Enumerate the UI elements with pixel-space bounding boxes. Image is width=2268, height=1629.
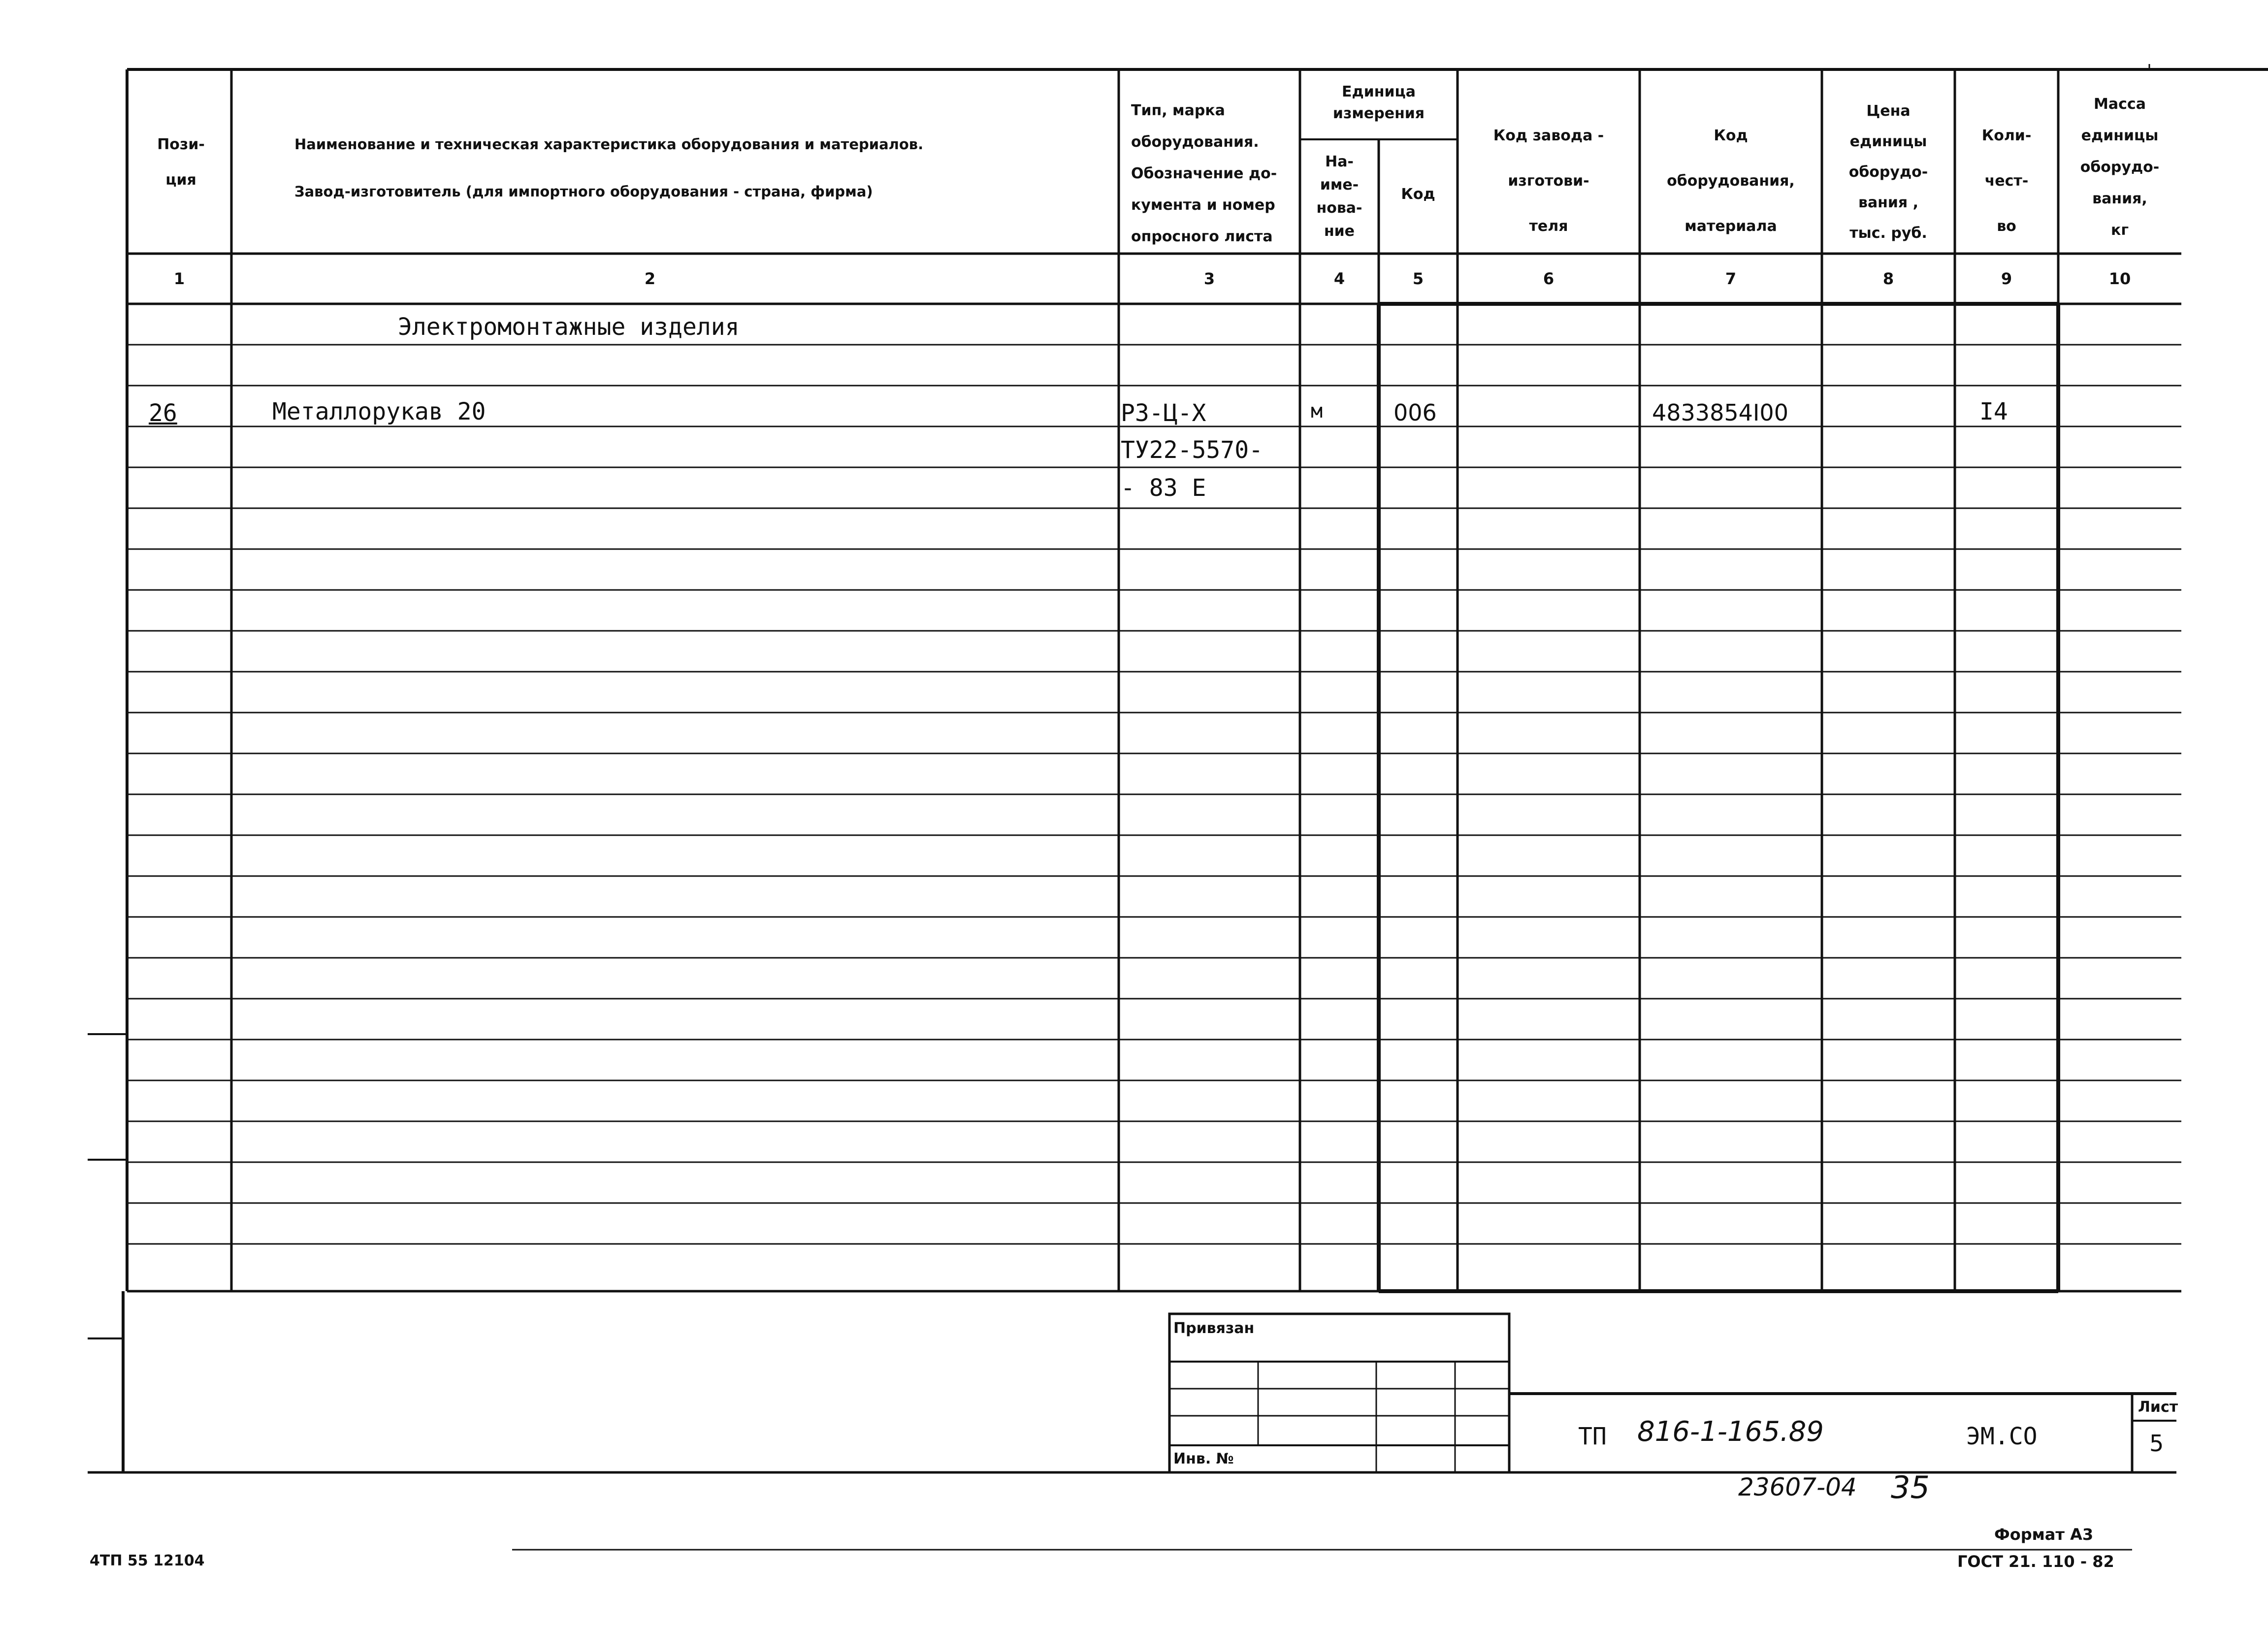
- archive-number: 23607-04: [1738, 1473, 1857, 1501]
- doc-prefix: ТП: [1578, 1423, 1607, 1450]
- archive-page: 35: [1891, 1469, 1930, 1505]
- header-unit-group-line: Единица: [1342, 83, 1416, 100]
- header-col1-line: ция: [165, 171, 196, 189]
- doc-suffix: ЭМ.СО: [1966, 1423, 2038, 1450]
- header-col1: [148, 127, 214, 198]
- column-number: 4: [1333, 269, 1345, 288]
- header-col4-line: ние: [1324, 223, 1355, 240]
- header-col10-line: единицы: [2081, 127, 2159, 144]
- item-type-line: РЗ-Ц-Х: [1121, 399, 1206, 427]
- header-col4-line: На-: [1325, 153, 1354, 170]
- header-col7-line: Код: [1714, 127, 1748, 144]
- item-type-line: - 83 Е: [1121, 474, 1206, 502]
- header-col8-line: тыс. руб.: [1849, 225, 1927, 242]
- column-number: 9: [2001, 269, 2012, 288]
- header-col3-line: Обозначение до-: [1131, 165, 1277, 182]
- header-col8-line: оборудо-: [1848, 163, 1928, 181]
- sheet-label: Лист: [2138, 1399, 2178, 1416]
- header-col7-line: материала: [1685, 218, 1777, 235]
- column-number: 2: [644, 269, 656, 288]
- doc-number: 816-1-165.89: [1637, 1416, 1824, 1448]
- footer-format: Формат А3: [1994, 1525, 2094, 1544]
- header-col8-line: вания ,: [1858, 194, 1919, 211]
- header-col6-line: изготови-: [1508, 172, 1589, 190]
- header-col6: [1458, 113, 1640, 249]
- header-col3: [1131, 95, 1297, 253]
- header-col4-line: нова-: [1316, 199, 1362, 217]
- item-position: 26: [149, 399, 177, 427]
- item-unit-code: 006: [1393, 399, 1437, 426]
- sheet-number: 5: [2149, 1430, 2164, 1457]
- header-col10-line: вания,: [2092, 190, 2147, 207]
- header-col6-line: теля: [1529, 218, 1568, 235]
- header-col3-line: кумента и номер: [1131, 196, 1275, 214]
- privyazan-label: Привязан: [1173, 1320, 1255, 1337]
- column-number: 3: [1203, 269, 1215, 288]
- header-col7-line: оборудования,: [1667, 172, 1795, 190]
- column-number: 7: [1725, 269, 1737, 288]
- header-col2: [294, 121, 923, 215]
- column-number: 1: [173, 269, 185, 288]
- footer-left-code: 4ТП 55 12104: [90, 1552, 205, 1569]
- header-col2-line: Наименование и техническая характеристика оборудования и материалов.: [294, 136, 924, 153]
- header-unit-group: [1300, 81, 1458, 125]
- header-col1-line: Пози-: [157, 136, 205, 153]
- header-col9-line: чест-: [1984, 172, 2029, 190]
- header-col4-line: име-: [1320, 176, 1359, 194]
- header-col8-line: Цена: [1866, 102, 1911, 120]
- header-col9-line: во: [1997, 218, 2016, 235]
- header-col3-line: Тип, марка: [1131, 102, 1225, 119]
- header-col3-line: оборудования.: [1131, 133, 1259, 151]
- header-unit-group-line: измерения: [1332, 105, 1425, 122]
- header-col7: [1640, 113, 1822, 249]
- header-col6-line: Код завода -: [1493, 127, 1604, 144]
- header-col10-line: Масса: [2094, 96, 2146, 113]
- item-equipment-code: 4833854I00: [1652, 399, 1788, 426]
- footer-gost: ГОСТ 21. 110 - 82: [1957, 1552, 2114, 1571]
- item-unit: м: [1311, 400, 1323, 423]
- header-col9-line: Коли-: [1981, 127, 2032, 144]
- header-col10-line: кг: [2110, 222, 2129, 239]
- column-number: 8: [1882, 269, 1894, 288]
- header-col9: [1955, 113, 2058, 249]
- header-col5: Код: [1401, 186, 1435, 203]
- header-col2-line: Завод-изготовитель (для импортного оборудования - страна, фирма): [294, 183, 873, 200]
- header-col8: [1822, 96, 1955, 249]
- item-type-line: ТУ22-5570-: [1121, 436, 1263, 464]
- header-col10-line: оборудо-: [2080, 159, 2160, 176]
- column-number: 5: [1412, 269, 1424, 288]
- column-number: 6: [1543, 269, 1555, 288]
- section-title: Электромонтажные изделия: [398, 313, 740, 341]
- header-col4: [1300, 150, 1379, 243]
- item-quantity: I4: [1979, 398, 2008, 425]
- item-name: Металлорукав 20: [272, 398, 486, 425]
- header-col3-line: опросного листа: [1131, 228, 1273, 245]
- header-col8-line: единицы: [1849, 133, 1927, 150]
- column-number: 10: [2108, 269, 2131, 288]
- header-col10: [2058, 89, 2181, 246]
- inv-no-label: Инв. №: [1173, 1450, 1234, 1467]
